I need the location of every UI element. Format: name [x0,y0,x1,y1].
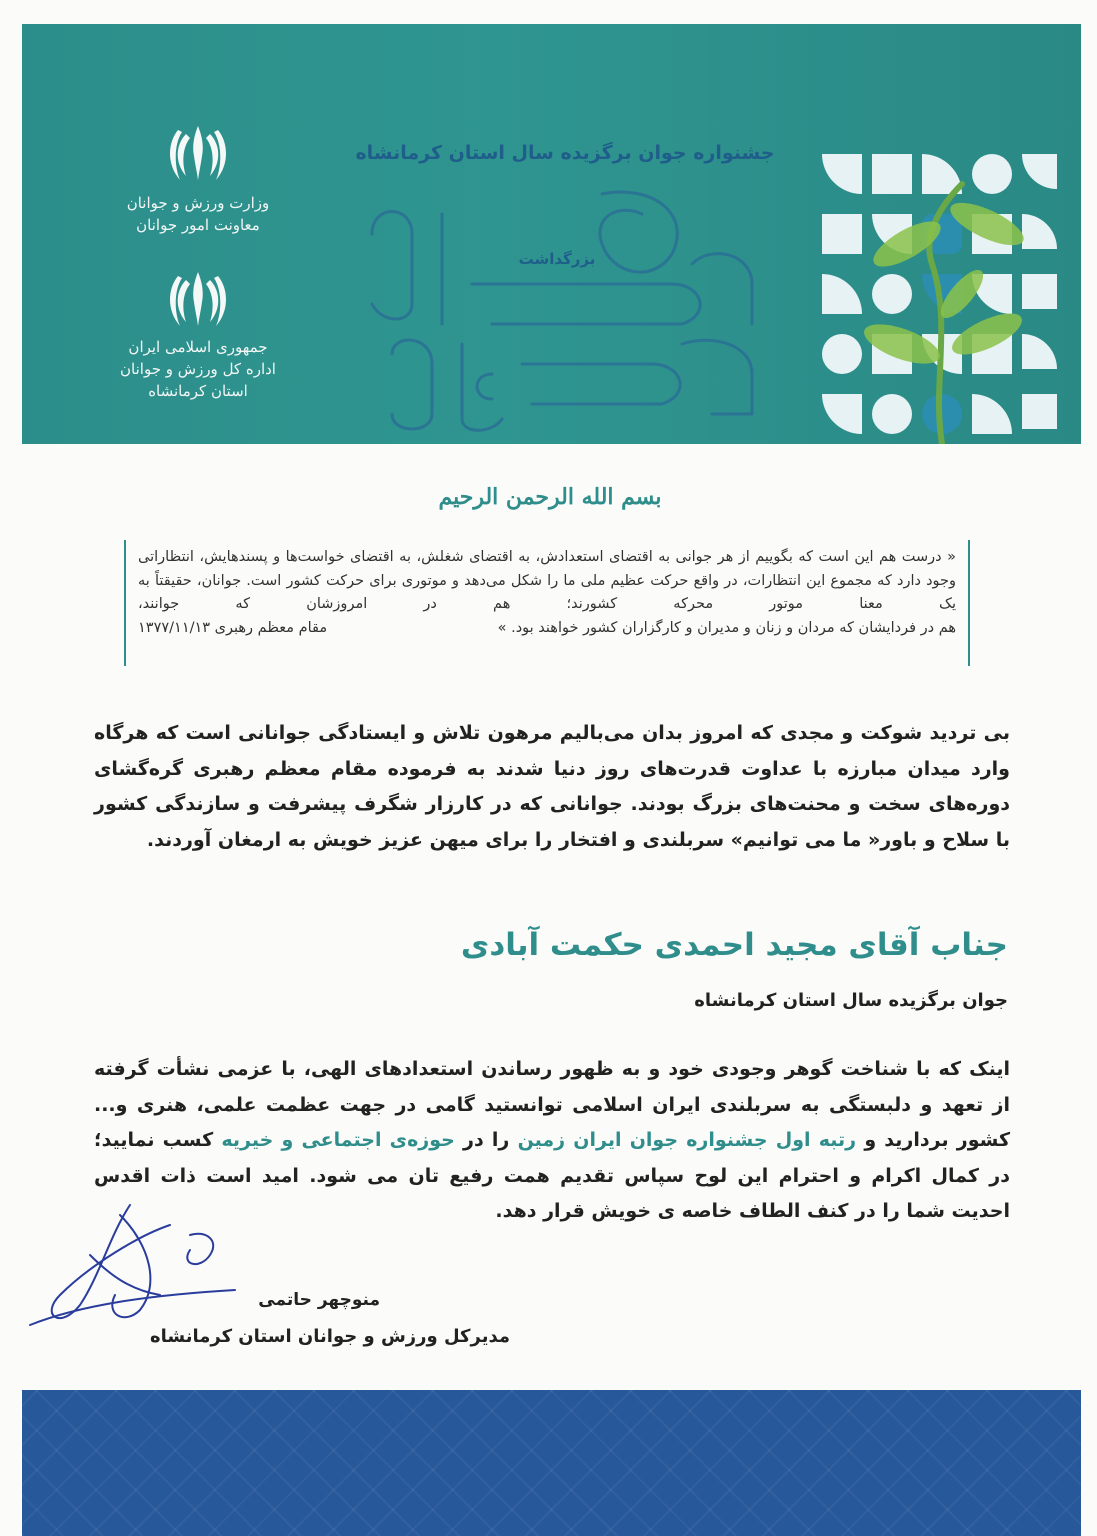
handwritten-signature [20,1195,240,1335]
signer-title: مدیرکل ورزش و جوانان استان کرمانشاه [150,1326,510,1347]
header-banner [22,24,1081,444]
appreciation-label: بزرگداشت [518,250,596,268]
award-text: کسب نمایید؛ در کمال اکرام و احترام این لوح سپاس تقدیم همت رفیع تان می شود. امید است ذات اقدس احدیت شما را در کنف الطاف خاصه ی خویش قرار دهد. [94,1129,1010,1222]
quote-footer [138,617,956,640]
footer-band [22,1390,1081,1536]
ministry-text [108,192,288,236]
quote-last-line: هم در فردایشان که مردان و زنان و مدیران و کارگزاران کشور خواهند بود. » [497,619,956,636]
intro-paragraph: بی تردید شوکت و مجدی که امروز بدان می‌بالیم مرهون تلاش و ایستادگی جوانانی است که هرگاه وارد میدان مبارزه با عداوت قدرت‌های روز دنیا شدند به فرموده مقام معظم رهبری گره‌گشای دوره‌های سخت و محنت‌های بزرگ بودند. جوانانی که در کارزار شگرف پیشرفت و سازندگی کشور با سلاح و باور« ما می توانیم» سربلندی و افتخار را برای میهن عزیز خویش به ارمغان آوردند. [94,722,1010,851]
recipient-name: جناب آقای مجید احمدی حکمت آبادی [460,927,1008,963]
award-text: را در [454,1129,518,1151]
award-text: اینک که با شناخت گوهر وجودی خود و به ظهور رساندن استعدادهای الهی، با عزمی نشأت گرفته از تعهد و دلبستگی به سربلندی ایران اسلامی توانستید گامی در جهت عظمت علمی، هنری و... کشور بردارید و [94,1058,1010,1151]
bismillah-heading: بسم الله الرحمن الرحیم [438,484,662,510]
ministry-line: وزارت ورزش و جوانان [126,194,270,212]
ministry-line: معاونت امور جوانان [136,216,260,234]
award-field-highlight: حوزه‌ی اجتماعی و خیریه [221,1129,455,1151]
signer-name: منوچهر حاتمی [258,1290,380,1310]
recipient-title: جوان برگزیده سال استان کرمانشاه [694,990,1008,1011]
leaf-mosaic-decoration [812,144,1062,444]
office-text [108,336,288,402]
award-rank-highlight: رتبه اول جشنواره جوان ایران زمین [517,1129,857,1151]
quote-attribution: مقام معظم رهبری ۱۳۷۷/۱۱/۱۳ [138,619,328,636]
quote-text: « درست هم این است که بگوییم از هر جوانی به اقتضای استعدادش، به اقتضای شغلش، به اقتضای خواست‌ها و پسندهایش، انتظاراتی وجود دارد که مجموع این انتظارات، در واقع حرکت عظیم ملی ما را شکل می‌دهد و موتوری برای حرکت کشور است. جوانان، حقیقتاً به یک معنا موتور محرکه کشورند؛ هم در امروزشان که جوانند، [138,549,956,612]
festival-title: جشنواره جوان برگزیده سال استان کرمانشاه [355,142,775,164]
festival-calligraphy-logo [352,174,802,444]
iran-emblem-icon [168,268,228,330]
iran-emblem-icon [168,122,228,184]
office-line: استان کرمانشاه [148,382,248,400]
leader-quote [124,540,970,666]
office-line: اداره کل ورزش و جوانان [120,360,276,378]
office-line: جمهوری اسلامی ایران [128,338,268,356]
